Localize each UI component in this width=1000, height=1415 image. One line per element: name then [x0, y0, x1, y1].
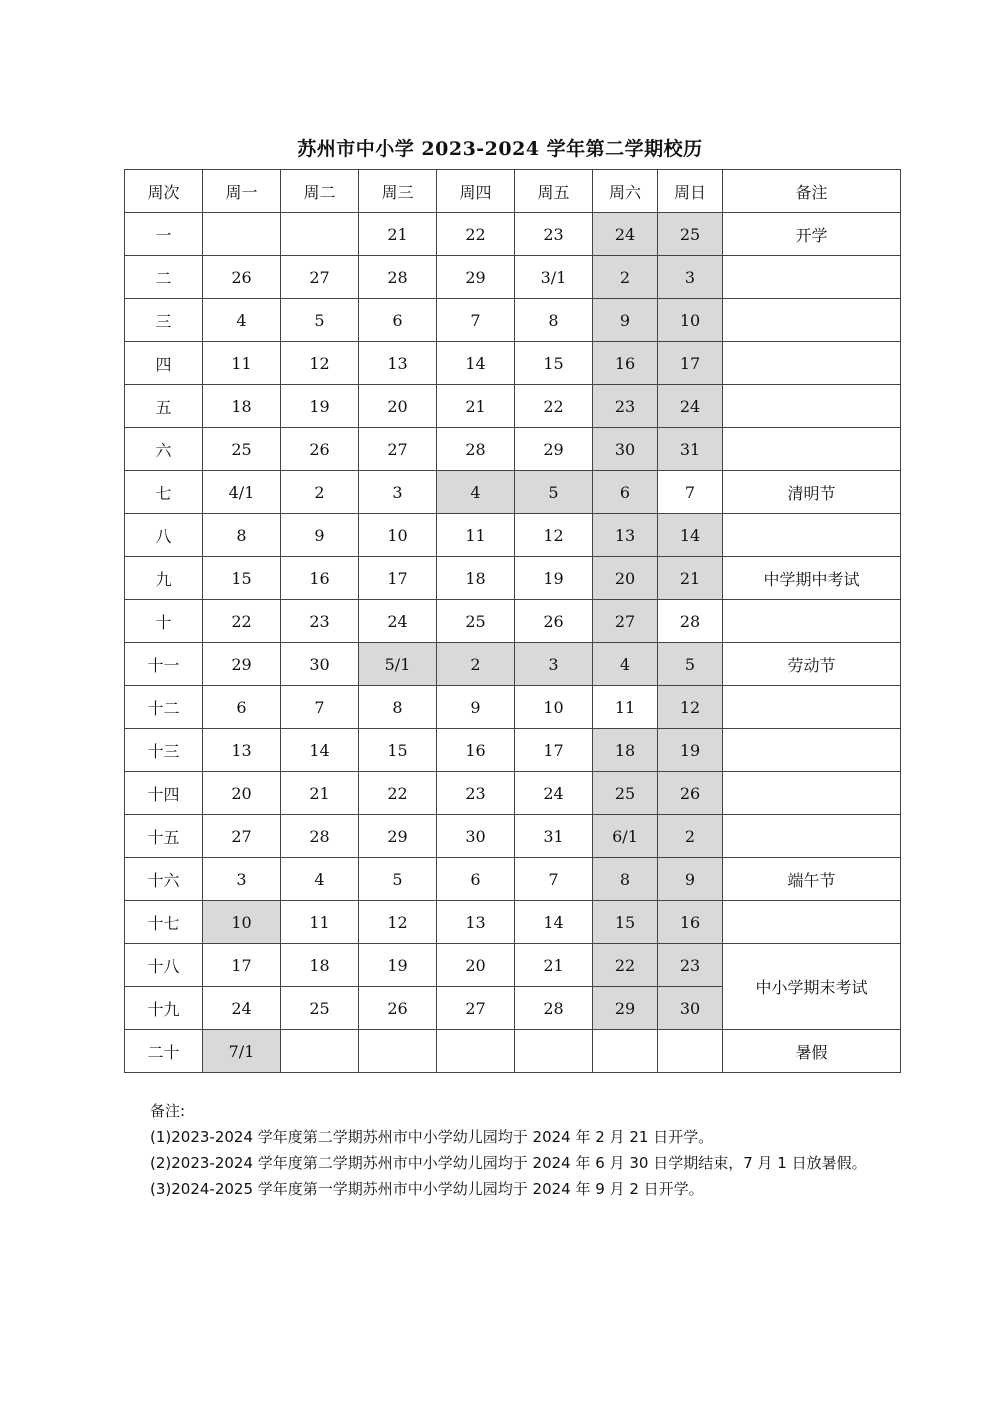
day-cell: 8 [593, 858, 658, 901]
day-cell: 21 [281, 772, 359, 815]
notes-heading: 备注: [150, 1102, 186, 1120]
day-cell [203, 213, 281, 256]
week-row [125, 944, 901, 987]
remark-cell [723, 385, 901, 428]
day-cell [593, 1030, 658, 1073]
week-number: 十九 [125, 987, 203, 1030]
day-cell: 5 [515, 471, 593, 514]
day-cell: 14 [281, 729, 359, 772]
day-cell [437, 1030, 515, 1073]
day-cell: 5 [281, 299, 359, 342]
day-cell: 25 [593, 772, 658, 815]
day-cell: 28 [281, 815, 359, 858]
week-number: 十四 [125, 772, 203, 815]
remark-cell [723, 686, 901, 729]
week-row [125, 256, 901, 299]
week-number: 五 [125, 385, 203, 428]
week-row [125, 600, 901, 643]
day-cell: 23 [437, 772, 515, 815]
day-cell: 19 [658, 729, 723, 772]
day-cell: 28 [359, 256, 437, 299]
remark-cell: 开学 [723, 213, 901, 256]
calendar-body [125, 213, 901, 1073]
day-cell: 24 [203, 987, 281, 1030]
day-cell [515, 1030, 593, 1073]
week-row [125, 729, 901, 772]
week-row [125, 858, 901, 901]
day-cell: 23 [281, 600, 359, 643]
day-cell: 14 [437, 342, 515, 385]
day-cell [658, 1030, 723, 1073]
day-cell: 5/1 [359, 643, 437, 686]
day-cell: 15 [593, 901, 658, 944]
day-cell: 23 [593, 385, 658, 428]
day-cell: 10 [359, 514, 437, 557]
day-cell: 3 [203, 858, 281, 901]
day-cell: 26 [203, 256, 281, 299]
day-cell: 31 [658, 428, 723, 471]
day-cell: 4 [281, 858, 359, 901]
week-number: 二 [125, 256, 203, 299]
day-cell: 19 [281, 385, 359, 428]
week-row [125, 686, 901, 729]
day-cell: 13 [203, 729, 281, 772]
week-row [125, 557, 901, 600]
remark-cell: 暑假 [723, 1030, 901, 1073]
day-cell: 29 [359, 815, 437, 858]
day-cell: 20 [203, 772, 281, 815]
day-cell: 10 [658, 299, 723, 342]
day-cell: 3 [515, 643, 593, 686]
day-cell: 16 [593, 342, 658, 385]
day-cell: 26 [658, 772, 723, 815]
day-cell: 9 [593, 299, 658, 342]
day-cell: 23 [515, 213, 593, 256]
day-cell: 11 [437, 514, 515, 557]
remark-cell [723, 729, 901, 772]
day-cell: 16 [281, 557, 359, 600]
day-cell: 30 [593, 428, 658, 471]
day-cell: 5 [658, 643, 723, 686]
day-cell: 13 [593, 514, 658, 557]
week-number: 十七 [125, 901, 203, 944]
day-cell: 30 [281, 643, 359, 686]
day-cell: 12 [658, 686, 723, 729]
day-cell: 22 [203, 600, 281, 643]
day-cell: 19 [359, 944, 437, 987]
day-cell: 27 [593, 600, 658, 643]
note-item-2: (2)2023-2024 学年度第二学期苏州市中小学幼儿园均于 2024 年 6 月 30 日学期结束，7 月 1 日放暑假。 [150, 1154, 867, 1172]
remark-cell [723, 342, 901, 385]
day-cell: 28 [658, 600, 723, 643]
day-cell: 24 [593, 213, 658, 256]
day-cell: 17 [515, 729, 593, 772]
day-cell: 12 [515, 514, 593, 557]
day-cell: 24 [658, 385, 723, 428]
week-number: 二十 [125, 1030, 203, 1073]
day-cell: 6/1 [593, 815, 658, 858]
day-cell: 26 [359, 987, 437, 1030]
day-cell: 27 [281, 256, 359, 299]
day-cell: 2 [281, 471, 359, 514]
day-cell: 11 [203, 342, 281, 385]
day-cell: 22 [437, 213, 515, 256]
day-cell: 27 [437, 987, 515, 1030]
day-cell: 17 [203, 944, 281, 987]
day-cell: 25 [281, 987, 359, 1030]
day-cell: 16 [658, 901, 723, 944]
day-cell: 9 [281, 514, 359, 557]
remark-cell: 端午节 [723, 858, 901, 901]
week-number: 三 [125, 299, 203, 342]
day-cell: 25 [203, 428, 281, 471]
day-cell: 15 [515, 342, 593, 385]
day-cell: 20 [359, 385, 437, 428]
week-number: 十三 [125, 729, 203, 772]
day-cell: 29 [437, 256, 515, 299]
header-thu: 周四 [437, 170, 515, 213]
day-cell: 3 [359, 471, 437, 514]
day-cell: 6 [437, 858, 515, 901]
day-cell: 4 [593, 643, 658, 686]
day-cell: 30 [658, 987, 723, 1030]
remark-cell [723, 256, 901, 299]
day-cell: 20 [593, 557, 658, 600]
week-row [125, 901, 901, 944]
calendar-table [124, 169, 901, 1073]
day-cell: 7 [515, 858, 593, 901]
note-item-3: (3)2024-2025 学年度第一学期苏州市中小学幼儿园均于 2024 年 9 月 2 日开学。 [150, 1180, 704, 1198]
day-cell: 3 [658, 256, 723, 299]
remark-cell: 中学期中考试 [723, 557, 901, 600]
week-number: 十 [125, 600, 203, 643]
remark-cell [723, 428, 901, 471]
day-cell: 18 [437, 557, 515, 600]
week-number: 九 [125, 557, 203, 600]
day-cell [281, 1030, 359, 1073]
week-row [125, 643, 901, 686]
remark-cell [723, 299, 901, 342]
day-cell: 2 [658, 815, 723, 858]
week-row [125, 299, 901, 342]
week-number: 八 [125, 514, 203, 557]
day-cell: 28 [515, 987, 593, 1030]
notes-section [150, 1098, 870, 1202]
day-cell: 9 [658, 858, 723, 901]
header-sun: 周日 [658, 170, 723, 213]
header-row [125, 170, 901, 213]
day-cell: 4/1 [203, 471, 281, 514]
day-cell: 17 [359, 557, 437, 600]
day-cell: 7 [437, 299, 515, 342]
header-week: 周次 [125, 170, 203, 213]
day-cell: 25 [658, 213, 723, 256]
day-cell: 24 [515, 772, 593, 815]
week-row [125, 471, 901, 514]
day-cell [359, 1030, 437, 1073]
week-number: 一 [125, 213, 203, 256]
day-cell: 21 [437, 385, 515, 428]
day-cell: 12 [281, 342, 359, 385]
day-cell: 22 [515, 385, 593, 428]
day-cell: 30 [437, 815, 515, 858]
day-cell: 22 [593, 944, 658, 987]
day-cell: 7/1 [203, 1030, 281, 1073]
day-cell: 26 [515, 600, 593, 643]
day-cell: 28 [437, 428, 515, 471]
header-wed: 周三 [359, 170, 437, 213]
day-cell: 3/1 [515, 256, 593, 299]
day-cell: 23 [658, 944, 723, 987]
day-cell: 18 [203, 385, 281, 428]
week-row [125, 1030, 901, 1073]
day-cell: 11 [593, 686, 658, 729]
day-cell: 17 [658, 342, 723, 385]
day-cell: 14 [515, 901, 593, 944]
week-row [125, 772, 901, 815]
header-sat: 周六 [593, 170, 658, 213]
day-cell: 8 [359, 686, 437, 729]
day-cell: 27 [359, 428, 437, 471]
day-cell: 11 [281, 901, 359, 944]
day-cell: 10 [203, 901, 281, 944]
day-cell: 24 [359, 600, 437, 643]
day-cell: 21 [359, 213, 437, 256]
remark-cell [723, 600, 901, 643]
day-cell: 31 [515, 815, 593, 858]
week-number: 十八 [125, 944, 203, 987]
day-cell: 19 [515, 557, 593, 600]
day-cell: 6 [203, 686, 281, 729]
day-cell: 21 [658, 557, 723, 600]
day-cell: 2 [593, 256, 658, 299]
week-number: 六 [125, 428, 203, 471]
remark-cell [723, 772, 901, 815]
page-title: 苏州市中小学 2023-2024 学年第二学期校历 [297, 138, 703, 160]
day-cell: 16 [437, 729, 515, 772]
day-cell: 2 [437, 643, 515, 686]
day-cell: 21 [515, 944, 593, 987]
remark-cell [723, 901, 901, 944]
header-remark: 备注 [723, 170, 901, 213]
day-cell: 26 [281, 428, 359, 471]
day-cell: 6 [593, 471, 658, 514]
week-row [125, 428, 901, 471]
day-cell: 5 [359, 858, 437, 901]
day-cell: 25 [437, 600, 515, 643]
week-number: 十二 [125, 686, 203, 729]
week-row [125, 385, 901, 428]
day-cell: 29 [593, 987, 658, 1030]
remark-cell [723, 514, 901, 557]
day-cell: 15 [203, 557, 281, 600]
week-row [125, 815, 901, 858]
day-cell: 12 [359, 901, 437, 944]
day-cell: 14 [658, 514, 723, 557]
day-cell: 6 [359, 299, 437, 342]
day-cell: 8 [203, 514, 281, 557]
remark-cell: 清明节 [723, 471, 901, 514]
day-cell: 20 [437, 944, 515, 987]
week-number: 七 [125, 471, 203, 514]
day-cell: 29 [515, 428, 593, 471]
day-cell: 7 [658, 471, 723, 514]
remark-cell: 劳动节 [723, 643, 901, 686]
day-cell: 13 [359, 342, 437, 385]
day-cell: 13 [437, 901, 515, 944]
day-cell: 4 [437, 471, 515, 514]
week-row [125, 213, 901, 256]
day-cell: 8 [515, 299, 593, 342]
day-cell: 15 [359, 729, 437, 772]
day-cell: 7 [281, 686, 359, 729]
header-tue: 周二 [281, 170, 359, 213]
week-number: 十五 [125, 815, 203, 858]
note-item-1: (1)2023-2024 学年度第二学期苏州市中小学幼儿园均于 2024 年 2 月 21 日开学。 [150, 1128, 714, 1146]
week-row [125, 342, 901, 385]
day-cell: 9 [437, 686, 515, 729]
week-number: 四 [125, 342, 203, 385]
header-fri: 周五 [515, 170, 593, 213]
week-row [125, 514, 901, 557]
remark-cell: 中小学期末考试 [723, 944, 901, 1030]
remark-cell [723, 815, 901, 858]
day-cell: 29 [203, 643, 281, 686]
day-cell: 10 [515, 686, 593, 729]
day-cell: 22 [359, 772, 437, 815]
header-mon: 周一 [203, 170, 281, 213]
week-number: 十一 [125, 643, 203, 686]
day-cell: 18 [281, 944, 359, 987]
day-cell: 18 [593, 729, 658, 772]
week-number: 十六 [125, 858, 203, 901]
day-cell: 27 [203, 815, 281, 858]
day-cell [281, 213, 359, 256]
day-cell: 4 [203, 299, 281, 342]
